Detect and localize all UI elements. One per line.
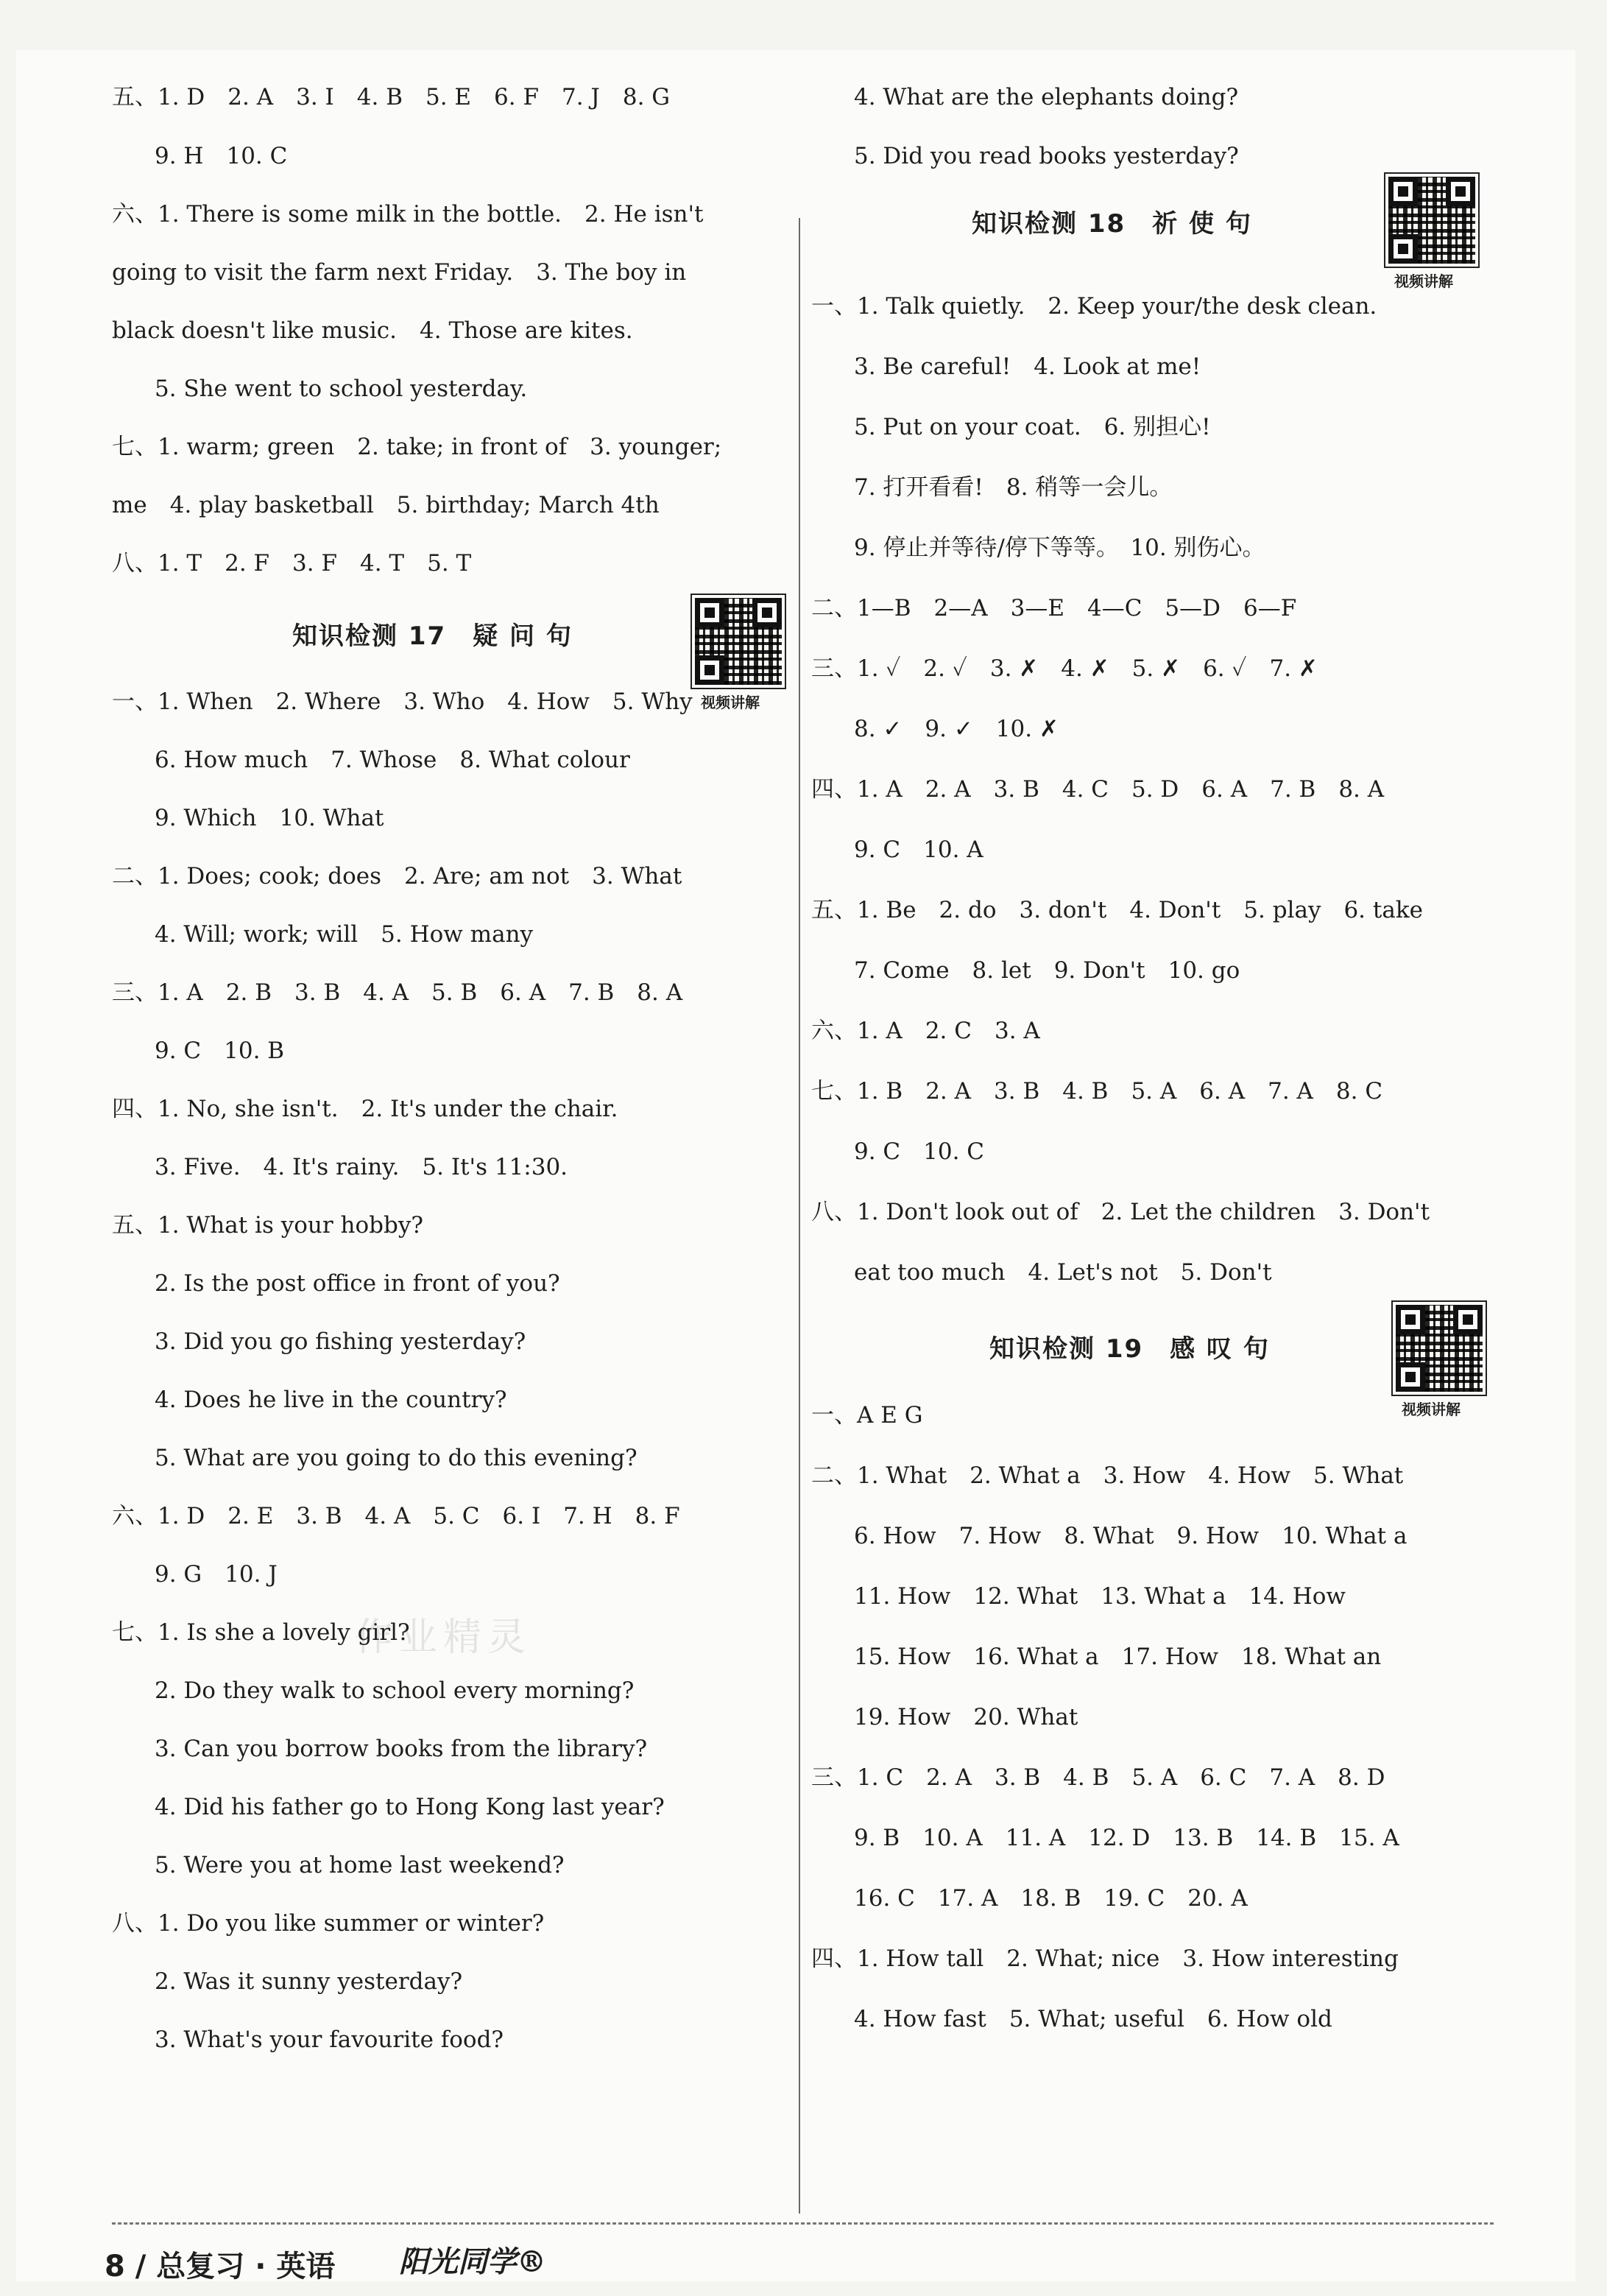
answer-line: 二、1—B 2—A 3—E 4—C 5—D 6—F xyxy=(811,595,1297,621)
answer-line: 4. How fast 5. What; useful 6. How old xyxy=(854,2006,1332,2032)
answer-line: 2. Is the post office in front of you? xyxy=(155,1270,560,1297)
answer-line: 9. C 10. C xyxy=(854,1138,985,1165)
answer-line: 3. What's your favourite food? xyxy=(155,2026,504,2053)
answer-line: 5. She went to school yesterday. xyxy=(155,376,528,402)
answer-line: 9. B 10. A 11. A 12. D 13. B 14. B 15. A xyxy=(854,1825,1399,1851)
answer-line: 七、1. warm; green 2. take; in front of 3. younger; xyxy=(112,434,722,460)
answer-line: 八、1. Don't look out of 2. Let the children 3. Don't xyxy=(811,1199,1430,1225)
page-footer: 8 / 总复习 · 英语 xyxy=(105,2250,336,2283)
answer-line: 八、1. Do you like summer or winter? xyxy=(112,1910,545,1937)
answer-line: 8. ✓ 9. ✓ 10. ✗ xyxy=(854,716,1059,742)
answer-line: 4. Will; work; will 5. How many xyxy=(155,921,534,948)
answer-line: 7. 打开看看! 8. 稍等一会儿。 xyxy=(854,474,1173,501)
answer-line: 六、1. D 2. E 3. B 4. A 5. C 6. I 7. H 8. F xyxy=(112,1503,680,1529)
brand-logo: 阳光同学® xyxy=(399,2244,546,2279)
page-sheet xyxy=(16,50,1575,2281)
answer-line: 9. G 10. J xyxy=(155,1561,278,1588)
qr-code-icon[interactable] xyxy=(1385,174,1478,267)
answer-line: 3. Be careful! 4. Look at me! xyxy=(854,353,1201,380)
answer-line: 六、1. There is some milk in the bottle. 2. He isn't xyxy=(112,201,704,228)
qr-code-icon[interactable] xyxy=(692,595,785,688)
section-19-title: 知识检测 19 感 叹 句 xyxy=(989,1334,1270,1364)
answer-line: 7. Come 8. let 9. Don't 10. go xyxy=(854,957,1240,984)
answer-line: 3. Can you borrow books from the library? xyxy=(155,1736,648,1762)
answer-line: 四、1. How tall 2. What; nice 3. How interesting xyxy=(811,1945,1399,1972)
answer-line: 七、1. Is she a lovely girl? xyxy=(112,1619,410,1646)
footer-rule xyxy=(112,2222,1496,2225)
answer-line: 一、A E G xyxy=(811,1402,923,1429)
qr-code-icon[interactable] xyxy=(1393,1302,1486,1395)
answer-line: 二、1. What 2. What a 3. How 4. How 5. What xyxy=(811,1462,1404,1489)
watermark: 作业精灵 xyxy=(355,1616,532,1660)
answer-line: 七、1. B 2. A 3. B 4. B 5. A 6. A 7. A 8. C xyxy=(811,1078,1383,1105)
answer-line: 5. What are you going to do this evening? xyxy=(155,1445,637,1471)
answer-line: 5. Were you at home last weekend? xyxy=(155,1852,565,1878)
answer-line: 4. Does he live in the country? xyxy=(155,1387,507,1413)
answer-line: 五、1. D 2. A 3. I 4. B 5. E 6. F 7. J 8. G xyxy=(112,84,671,110)
column-divider xyxy=(799,218,800,2214)
answer-line: 五、1. What is your hobby? xyxy=(112,1212,423,1239)
answer-line: me 4. play basketball 5. birthday; March 4th xyxy=(112,492,660,518)
answer-line: 4. What are the elephants doing? xyxy=(854,84,1239,110)
answer-line: 六、1. A 2. C 3. A xyxy=(811,1018,1040,1044)
answer-line: 三、1. ✓ 2. ✓ 3. ✗ 4. ✗ 5. ✗ 6. ✓ 7. ✗ xyxy=(811,655,1318,682)
answer-line: 一、1. Talk quietly. 2. Keep your/the desk clean. xyxy=(811,293,1377,320)
answer-line: 3. Five. 4. It's rainy. 5. It's 11:30. xyxy=(155,1154,568,1180)
answer-line: 2. Was it sunny yesterday? xyxy=(155,1968,463,1995)
answer-line: 八、1. T 2. F 3. F 4. T 5. T xyxy=(112,550,472,577)
section-17-title: 知识检测 17 疑 问 句 xyxy=(292,621,573,651)
answer-line: 9. C 10. A xyxy=(854,837,983,863)
answer-line: 四、1. No, she isn't. 2. It's under the chair. xyxy=(112,1096,618,1122)
answer-line: 3. Did you go fishing yesterday? xyxy=(155,1328,526,1355)
answer-line: eat too much 4. Let's not 5. Don't xyxy=(854,1259,1272,1286)
answer-line: 15. How 16. What a 17. How 18. What an xyxy=(854,1644,1382,1670)
answer-line: 19. How 20. What xyxy=(854,1704,1078,1730)
answer-line: 5. Put on your coat. 6. 别担心! xyxy=(854,414,1211,440)
answer-line: 6. How much 7. Whose 8. What colour xyxy=(155,747,630,773)
answer-line: 9. 停止并等待/停下等等。 10. 别伤心。 xyxy=(854,535,1265,561)
section-18-title: 知识检测 18 祈 使 句 xyxy=(972,209,1252,239)
answer-line: 11. How 12. What 13. What a 14. How xyxy=(854,1583,1346,1610)
answer-line: 9. Which 10. What xyxy=(155,805,384,831)
answer-line: 三、1. A 2. B 3. B 4. A 5. B 6. A 7. B 8. A xyxy=(112,979,683,1006)
answer-line: 9. C 10. B xyxy=(155,1038,285,1064)
answer-line: 二、1. Does; cook; does 2. Are; am not 3. What xyxy=(112,863,682,890)
answer-line: 6. How 7. How 8. What 9. How 10. What a xyxy=(854,1523,1408,1549)
answer-line: 9. H 10. C xyxy=(155,143,288,169)
answer-line: 四、1. A 2. A 3. B 4. C 5. D 6. A 7. B 8. A xyxy=(811,776,1385,803)
answer-line: going to visit the farm next Friday. 3. The boy in xyxy=(112,259,687,286)
answer-line: 三、1. C 2. A 3. B 4. B 5. A 6. C 7. A 8. D xyxy=(811,1764,1385,1791)
answer-line: 2. Do they walk to school every morning? xyxy=(155,1677,635,1704)
qr-label: 视频讲解 xyxy=(701,694,760,711)
answer-line: 16. C 17. A 18. B 19. C 20. A xyxy=(854,1885,1248,1912)
answer-line: 五、1. Be 2. do 3. don't 4. Don't 5. play 6. take xyxy=(811,897,1423,923)
answer-line: 5. Did you read books yesterday? xyxy=(854,143,1239,169)
qr-label: 视频讲解 xyxy=(1402,1401,1461,1418)
answer-line: black doesn't like music. 4. Those are kites. xyxy=(112,317,633,344)
answer-line: 一、1. When 2. Where 3. Who 4. How 5. Why xyxy=(112,689,693,715)
answer-line: 4. Did his father go to Hong Kong last year? xyxy=(155,1794,665,1820)
qr-label: 视频讲解 xyxy=(1394,272,1453,290)
